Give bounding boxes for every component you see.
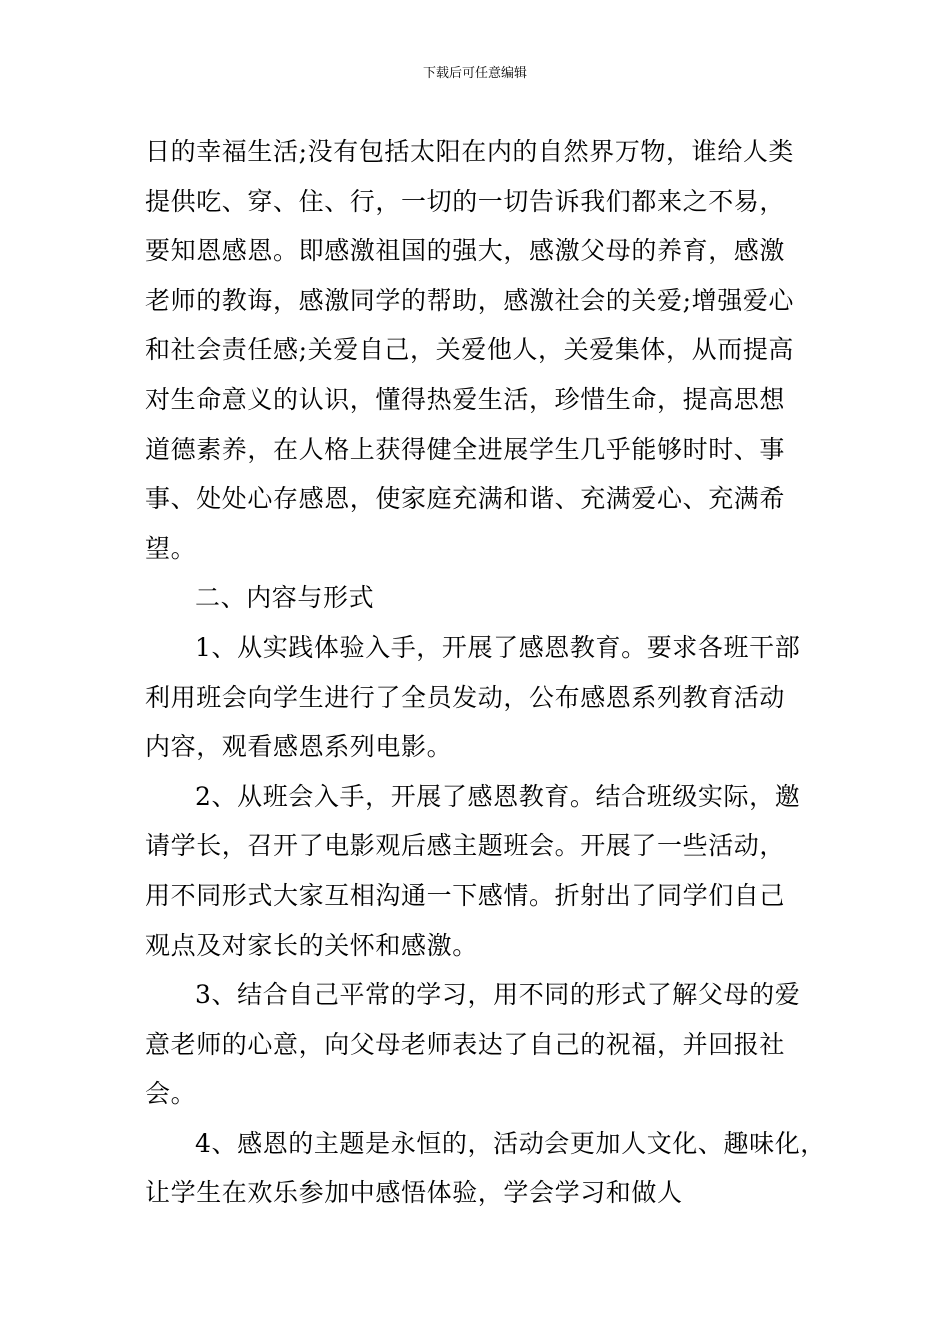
text-line: 和社会责任感;关爱自己，关爱他人，关爱集体，从而提高 bbox=[145, 335, 795, 365]
text-line: 内容，观看感恩系列电影。 bbox=[145, 732, 453, 762]
paragraph bbox=[145, 1119, 826, 1218]
text-line: 日的幸福生活;没有包括太阳在内的自然界万物，谁给人类 bbox=[145, 137, 795, 166]
text-line: 请学长，召开了电影观后感主题班会。开展了一些活动， bbox=[145, 831, 786, 861]
text-line: 对生命意义的认识，懂得热爱生活，珍惜生命，提高思想 bbox=[145, 384, 786, 414]
text-line: 要知恩感恩。即感激祖国的强大，感激父母的养育，感激 bbox=[145, 236, 786, 266]
paragraph bbox=[145, 623, 815, 772]
text-line: 二、内容与形式 bbox=[195, 583, 375, 613]
text-line: 望。 bbox=[145, 533, 197, 563]
text-line: 4、感恩的主题是永恒的，活动会更加人文化、趣味化， bbox=[195, 1128, 826, 1158]
section-heading bbox=[145, 573, 815, 623]
text-line: 老师的教诲，感激同学的帮助，感激社会的关爱;增强爱心 bbox=[145, 285, 795, 315]
document-body bbox=[145, 127, 826, 1218]
paragraph bbox=[145, 127, 815, 573]
text-line: 事、处处心存感恩，使家庭充满和谐、充满爱心、充满希 bbox=[145, 484, 786, 514]
text-line: 提供吃、穿、住、行，一切的一切告诉我们都来之不易， bbox=[145, 186, 786, 216]
text-line: 让学生在欢乐参加中感悟体验，学会学习和做人 bbox=[145, 1178, 683, 1208]
text-line: 观点及对家长的关怀和感激。 bbox=[145, 930, 478, 960]
page-header: 下载后可任意编辑 bbox=[422, 66, 527, 81]
text-line: 会。 bbox=[145, 1079, 197, 1109]
paragraph bbox=[145, 772, 815, 970]
text-line: 1、从实践体验入手，开展了感恩教育。要求各班干部 bbox=[195, 632, 801, 662]
text-line: 意老师的心意，向父母老师表达了自己的祝福，并回报社 bbox=[145, 1029, 786, 1059]
text-line: 用不同形式大家互相沟通一下感情。折射出了同学们自己 bbox=[145, 880, 786, 910]
text-line: 道德素养，在人格上获得健全进展学生几乎能够时时、事 bbox=[145, 434, 786, 464]
text-line: 3、结合自己平常的学习，用不同的形式了解父母的爱 bbox=[195, 980, 801, 1010]
text-line: 利用班会向学生进行了全员发动，公布感恩系列教育活动 bbox=[145, 682, 786, 712]
paragraph bbox=[145, 970, 815, 1119]
text-line: 2、从班会入手，开展了感恩教育。结合班级实际，邀 bbox=[195, 781, 801, 811]
